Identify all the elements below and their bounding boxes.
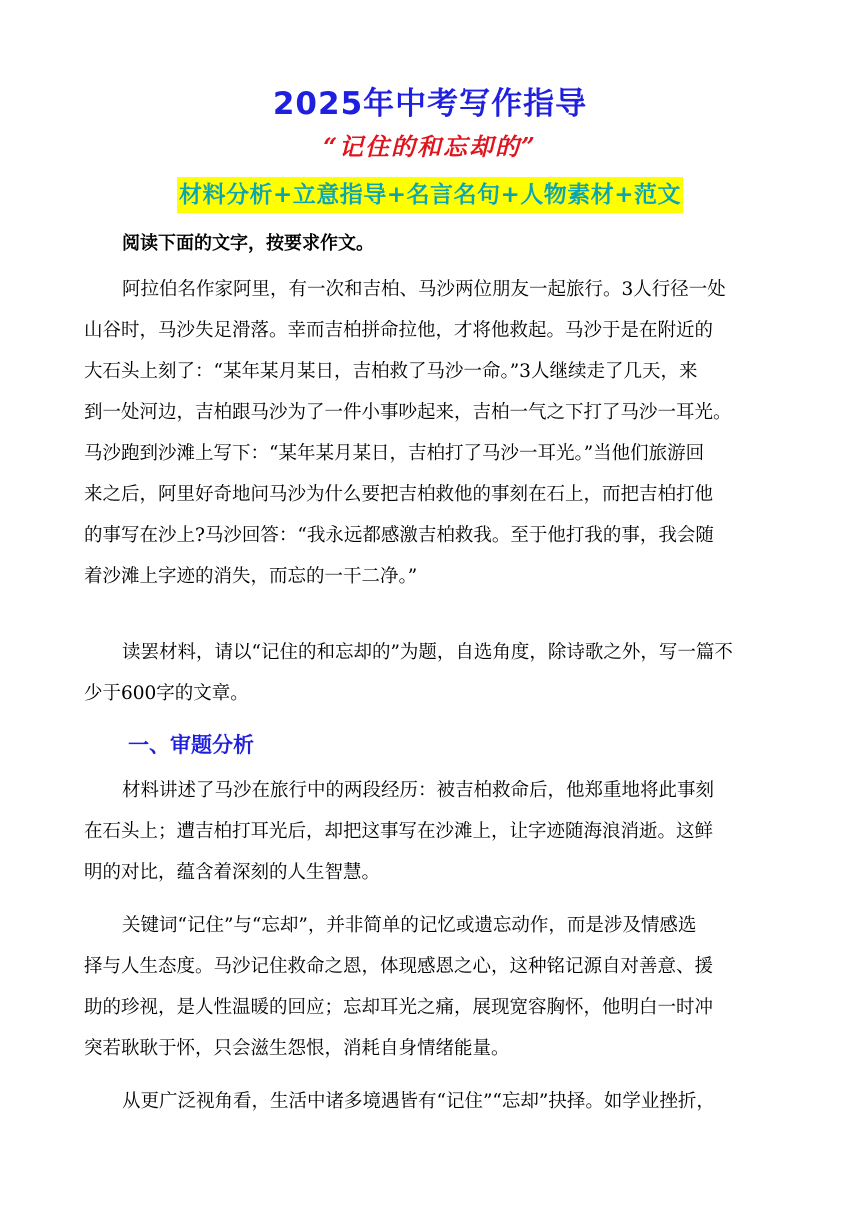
story-line: 阿拉伯名作家阿里，有一次和吉柏、马沙两位朋友一起旅行。3人行径一处	[122, 279, 726, 300]
analysis-line: 在石头上；遭吉柏打耳光后，却把这事写在沙滩上，让字迹随海浪消逝。这鲜	[84, 821, 714, 842]
story-line: 着沙滩上字迹的消失，而忘的一干二净。”	[84, 566, 418, 587]
story-line: 到一处河边，吉柏跟马沙为了一件小事吵起来，吉柏一气之下打了马沙一耳光。	[84, 402, 732, 423]
section-heading-analysis: 一、审题分析	[128, 733, 254, 757]
analysis-line: 突若耿耿于怀，只会滋生怨恨，消耗自身情绪能量。	[84, 1038, 510, 1059]
document-subtitle: “记住的和忘却的”	[323, 132, 537, 161]
story-line: 大石头上刻了：“某年某月某日，吉柏救了马沙一命。”3人继续走了几天，来	[84, 361, 698, 382]
story-paragraph	[84, 269, 780, 597]
analysis-line: 明的对比，蕴含着深刻的人生智慧。	[84, 862, 381, 883]
analysis-line: 材料讲述了马沙在旅行中的两段经历：被吉柏救命后，他郑重地将此事刻	[122, 780, 715, 801]
instruction-text: 阅读下面的文字，按要求作文。	[122, 233, 374, 254]
task-line: 读罢材料，请以“记住的和忘却的”为题，自选角度，除诗歌之外，写一篇不	[122, 642, 733, 663]
analysis-line: 从更广泛视角看，生活中诸多境遇皆有“记住”“忘却”抉择。如学业挫折，	[122, 1091, 715, 1112]
analysis-paragraph-1	[84, 770, 780, 893]
analysis-line: 关键词“记住”与“忘却”，并非简单的记忆或遗忘动作，而是涉及情感选	[122, 915, 697, 936]
analysis-line: 助的珍视，是人性温暖的回应；忘却耳光之痛，展现宽容胸怀，他明白一时冲	[84, 997, 714, 1018]
document-title: 2025年中考写作指导	[272, 86, 588, 122]
story-line: 的事写在沙上?马沙回答：“我永远都感激吉柏救我。至于他打我的事，我会随	[84, 525, 714, 546]
story-line: 山谷时，马沙失足滑落。幸而吉柏拼命拉他，才将他救起。马沙于是在附近的	[84, 320, 714, 341]
story-line: 马沙跑到沙滩上写下：“某年某月某日，吉柏打了马沙一耳光。”当他们旅游回	[84, 443, 705, 464]
analysis-paragraph-2	[84, 905, 780, 1069]
task-paragraph	[84, 632, 780, 714]
task-line: 少于600字的文章。	[84, 683, 249, 704]
analysis-paragraph-3	[84, 1081, 780, 1122]
highlight-banner	[0, 177, 860, 213]
story-line: 来之后，阿里好奇地问马沙为什么要把吉柏救他的事刻在石上，而把吉柏打他	[84, 484, 714, 505]
analysis-line: 择与人生态度。马沙记住救命之恩，体现感恩之心，这种铭记源自对善意、援	[84, 956, 714, 977]
highlight-text: 材料分析+立意指导+名言名句+人物素材+范文	[177, 177, 683, 213]
